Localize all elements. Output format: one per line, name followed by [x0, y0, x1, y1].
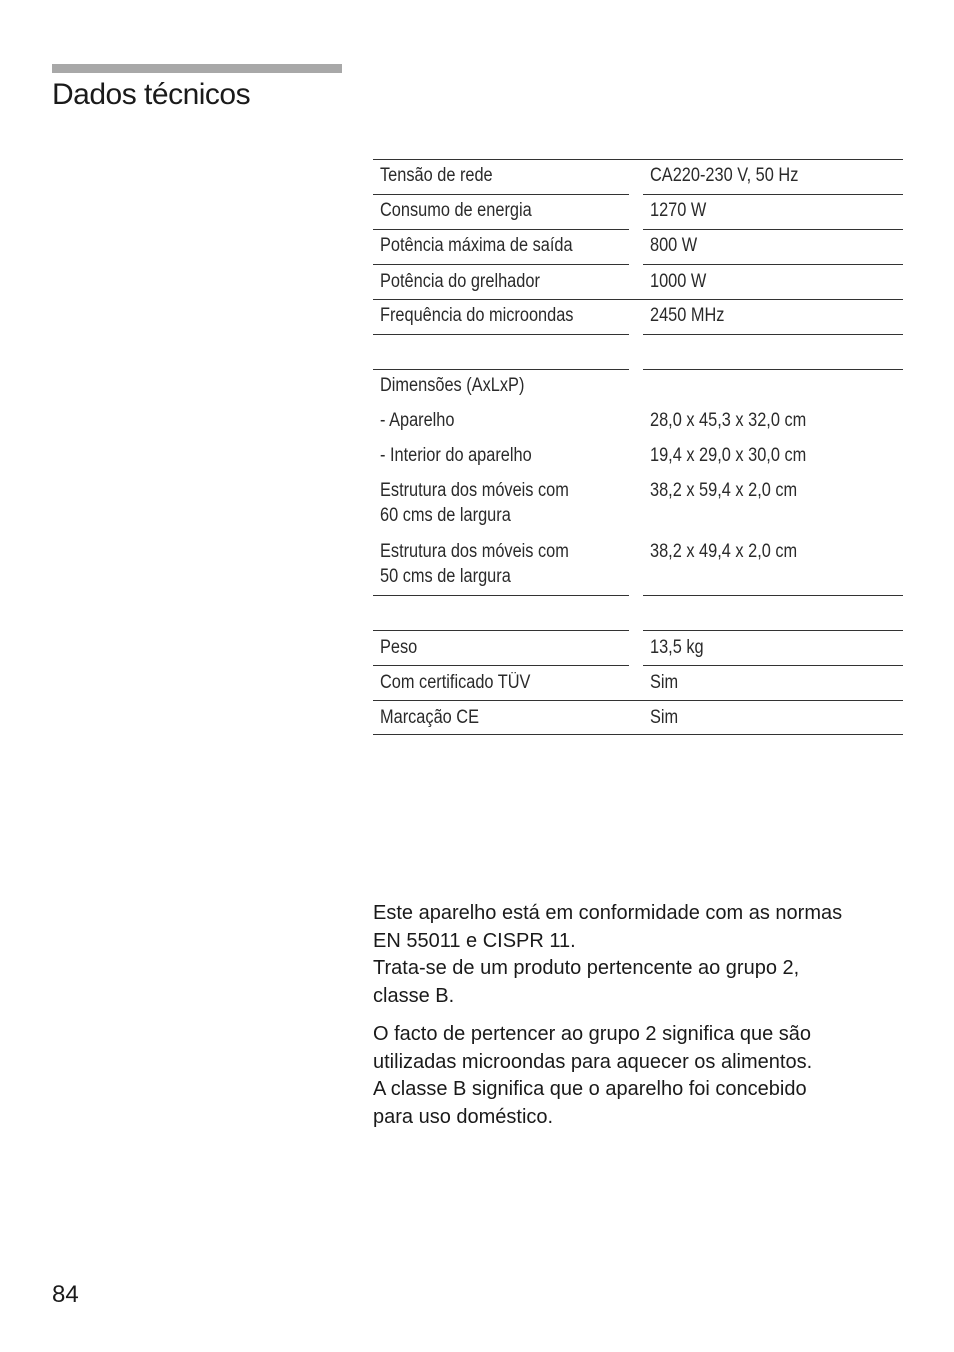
spec-value: 1270 W: [650, 200, 707, 221]
spec-value: CA220-230 V, 50 Hz: [650, 165, 799, 186]
spec-label: Marcação CE: [380, 707, 479, 728]
table-rule: [373, 630, 629, 631]
table-rule: [373, 299, 903, 300]
spec-label: Peso: [380, 637, 418, 658]
spec-value: Sim: [650, 672, 679, 693]
spec-label: Frequência do microondas: [380, 305, 574, 326]
table-rule: [373, 595, 629, 596]
spec-label: Tensão de rede: [380, 165, 493, 186]
page-title: Dados técnicos: [52, 78, 251, 111]
spec-value: 13,5 kg: [650, 637, 704, 658]
spec-heading: Dimensões (AxLxP): [380, 375, 525, 396]
spec-label: Estrutura dos móveis com 50 cms de largura: [380, 541, 569, 587]
table-rule: [643, 229, 903, 230]
table-rule: [373, 369, 629, 370]
spec-value: 28,0 x 45,3 x 32,0 cm: [650, 410, 807, 431]
spec-value: 2450 MHz: [650, 305, 725, 326]
spec-value: 38,2 x 49,4 x 2,0 cm: [650, 541, 798, 562]
class-explanation-paragraph: O facto de pertencer ao grupo 2 significa que são utilizadas microondas para aquecer os alimentos. A classe B significa que o aparelho foi concebido para uso doméstico.: [373, 1023, 813, 1128]
table-rule: [373, 229, 629, 230]
compliance-paragraph: Este aparelho está em conformidade com as normas EN 55011 e CISPR 11. Trata-se de um produto pertencente ao grupo 2, classe B.: [373, 902, 843, 1007]
table-rule: [373, 700, 903, 701]
table-rule: [373, 665, 629, 666]
spec-value: 1000 W: [650, 271, 707, 292]
table-rule: [643, 334, 903, 335]
table-rule: [643, 595, 903, 596]
table-rule: [643, 665, 903, 666]
spec-label: - Aparelho: [380, 410, 455, 431]
spec-label: Com certificado TÜV: [380, 672, 531, 693]
table-rule: [373, 194, 629, 195]
spec-label: Estrutura dos móveis com 60 cms de largura: [380, 480, 569, 526]
spec-label: - Interior do aparelho: [380, 445, 532, 466]
table-rule: [643, 630, 903, 631]
table-rule: [643, 264, 903, 265]
spec-value: 19,4 x 29,0 x 30,0 cm: [650, 445, 807, 466]
spec-value: 38,2 x 59,4 x 2,0 cm: [650, 480, 798, 501]
spec-value: 800 W: [650, 235, 698, 256]
title-accent-bar: [52, 64, 342, 73]
table-rule: [373, 334, 629, 335]
spec-value: Sim: [650, 707, 679, 728]
table-rule: [373, 264, 629, 265]
table-rule: [373, 734, 903, 735]
table-rule: [373, 159, 903, 160]
page-number: 84: [52, 1281, 79, 1308]
table-rule: [643, 369, 903, 370]
table-rule: [643, 194, 903, 195]
spec-label: Potência máxima de saída: [380, 235, 573, 256]
spec-label: Potência do grelhador: [380, 271, 540, 292]
spec-label: Consumo de energia: [380, 200, 532, 221]
